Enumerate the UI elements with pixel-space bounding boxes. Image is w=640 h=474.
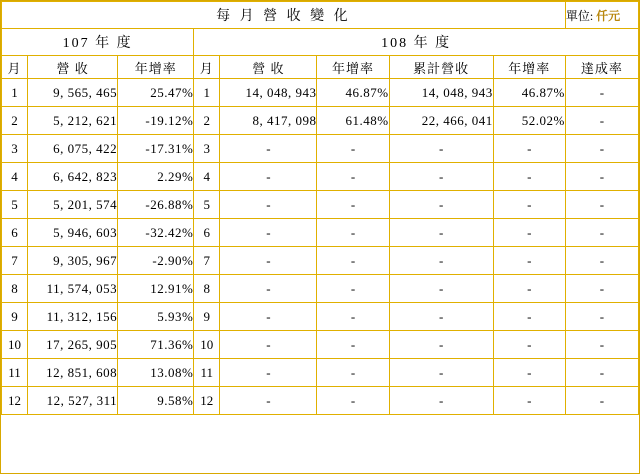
cell-revenue-107: 17, 265, 905 (28, 331, 118, 359)
year-header-row (2, 29, 639, 56)
cell-month-107: 5 (2, 191, 28, 219)
cell-month-107: 7 (2, 247, 28, 275)
cell-month-108: 2 (194, 107, 220, 135)
cell-month-107: 8 (2, 275, 28, 303)
cell-achieve-108: - (565, 387, 638, 415)
cell-revenue-108: - (220, 275, 317, 303)
cell-achieve-108: - (565, 303, 638, 331)
cell-revenue-107: 11, 574, 053 (28, 275, 118, 303)
table-row (2, 191, 639, 219)
unit-value: 仟元 (596, 8, 621, 23)
title-row (2, 2, 639, 29)
cell-cum-growth-108: - (493, 331, 565, 359)
cell-cum-growth-108: 46.87% (493, 79, 565, 107)
cell-growth-107: 13.08% (118, 359, 194, 387)
cell-month-108: 7 (194, 247, 220, 275)
table-row (2, 359, 639, 387)
cell-cum-growth-108: - (493, 275, 565, 303)
cell-revenue-107: 9, 305, 967 (28, 247, 118, 275)
cell-growth-107: 12.91% (118, 275, 194, 303)
cell-revenue-108: - (220, 359, 317, 387)
cell-cum-growth-108: - (493, 163, 565, 191)
cell-growth-107: -26.88% (118, 191, 194, 219)
cell-cum-growth-108: - (493, 219, 565, 247)
cell-revenue-108: - (220, 387, 317, 415)
cell-month-107: 3 (2, 135, 28, 163)
page-title: 每 月 營 收 變 化 (2, 2, 566, 29)
col-header-month-107: 月 (2, 56, 28, 79)
cell-growth-107: 71.36% (118, 331, 194, 359)
cell-revenue-107: 6, 642, 823 (28, 163, 118, 191)
year-header-107: 107 年 度 (2, 29, 194, 56)
cell-growth-107: 2.29% (118, 163, 194, 191)
cell-month-108: 11 (194, 359, 220, 387)
cell-cumulative-108: 14, 048, 943 (389, 79, 493, 107)
cell-achieve-108: - (565, 163, 638, 191)
cell-growth-108: - (317, 247, 389, 275)
cell-growth-108: - (317, 387, 389, 415)
table-row (2, 275, 639, 303)
cell-growth-107: -19.12% (118, 107, 194, 135)
table-row (2, 331, 639, 359)
cell-revenue-108: - (220, 331, 317, 359)
cell-growth-108: - (317, 135, 389, 163)
cell-cumulative-108: 22, 466, 041 (389, 107, 493, 135)
cell-cum-growth-108: - (493, 247, 565, 275)
col-header-growth-107: 年增率 (118, 56, 194, 79)
monthly-revenue-table (1, 1, 639, 415)
cell-month-107: 9 (2, 303, 28, 331)
cell-revenue-108: - (220, 163, 317, 191)
col-header-revenue-107: 營 收 (28, 56, 118, 79)
cell-month-108: 8 (194, 275, 220, 303)
cell-growth-108: - (317, 163, 389, 191)
cell-revenue-108: - (220, 191, 317, 219)
cell-cum-growth-108: - (493, 135, 565, 163)
cell-cumulative-108: - (389, 303, 493, 331)
cell-growth-108: 46.87% (317, 79, 389, 107)
cell-month-107: 6 (2, 219, 28, 247)
cell-cum-growth-108: - (493, 191, 565, 219)
cell-cumulative-108: - (389, 331, 493, 359)
cell-growth-108: - (317, 303, 389, 331)
cell-cumulative-108: - (389, 163, 493, 191)
cell-cum-growth-108: - (493, 303, 565, 331)
table-row (2, 135, 639, 163)
cell-growth-108: 61.48% (317, 107, 389, 135)
cell-revenue-107: 5, 212, 621 (28, 107, 118, 135)
cell-cumulative-108: - (389, 219, 493, 247)
cell-growth-108: - (317, 191, 389, 219)
cell-achieve-108: - (565, 107, 638, 135)
col-header-revenue-108: 營 收 (220, 56, 317, 79)
cell-cumulative-108: - (389, 135, 493, 163)
cell-growth-107: 9.58% (118, 387, 194, 415)
cell-month-108: 4 (194, 163, 220, 191)
year-header-108: 108 年 度 (194, 29, 639, 56)
cell-growth-107: -32.42% (118, 219, 194, 247)
cell-growth-108: - (317, 359, 389, 387)
table-row (2, 163, 639, 191)
cell-cumulative-108: - (389, 191, 493, 219)
cell-growth-108: - (317, 275, 389, 303)
cell-cum-growth-108: - (493, 359, 565, 387)
cell-revenue-108: - (220, 303, 317, 331)
cell-growth-107: -2.90% (118, 247, 194, 275)
cell-revenue-108: - (220, 219, 317, 247)
cell-month-108: 3 (194, 135, 220, 163)
cell-achieve-108: - (565, 331, 638, 359)
cell-cumulative-108: - (389, 359, 493, 387)
cell-month-108: 5 (194, 191, 220, 219)
cell-revenue-107: 9, 565, 465 (28, 79, 118, 107)
cell-month-107: 11 (2, 359, 28, 387)
cell-achieve-108: - (565, 135, 638, 163)
cell-growth-107: 5.93% (118, 303, 194, 331)
unit-note (565, 2, 638, 29)
cell-revenue-108: - (220, 135, 317, 163)
cell-revenue-108: 14, 048, 943 (220, 79, 317, 107)
cell-revenue-107: 6, 075, 422 (28, 135, 118, 163)
cell-month-107: 4 (2, 163, 28, 191)
cell-month-108: 12 (194, 387, 220, 415)
table-row (2, 79, 639, 107)
col-header-cum-growth: 年增率 (493, 56, 565, 79)
column-header-row (2, 56, 639, 79)
cell-revenue-107: 11, 312, 156 (28, 303, 118, 331)
table-row (2, 303, 639, 331)
cell-month-108: 10 (194, 331, 220, 359)
cell-achieve-108: - (565, 275, 638, 303)
table-row (2, 107, 639, 135)
cell-month-108: 6 (194, 219, 220, 247)
cell-growth-108: - (317, 331, 389, 359)
cell-revenue-107: 5, 201, 574 (28, 191, 118, 219)
cell-month-107: 2 (2, 107, 28, 135)
cell-achieve-108: - (565, 191, 638, 219)
cell-month-108: 1 (194, 79, 220, 107)
cell-month-107: 12 (2, 387, 28, 415)
cell-cum-growth-108: 52.02% (493, 107, 565, 135)
col-header-achieve: 達成率 (565, 56, 638, 79)
cell-growth-108: - (317, 219, 389, 247)
col-header-month-108: 月 (194, 56, 220, 79)
cell-cumulative-108: - (389, 387, 493, 415)
cell-revenue-107: 5, 946, 603 (28, 219, 118, 247)
cell-revenue-108: - (220, 247, 317, 275)
cell-cumulative-108: - (389, 247, 493, 275)
col-header-cumulative: 累計營收 (389, 56, 493, 79)
unit-label: 單位: (565, 8, 594, 23)
cell-achieve-108: - (565, 219, 638, 247)
cell-month-107: 1 (2, 79, 28, 107)
cell-cum-growth-108: - (493, 387, 565, 415)
col-header-growth-108: 年增率 (317, 56, 389, 79)
cell-revenue-107: 12, 851, 608 (28, 359, 118, 387)
cell-month-108: 9 (194, 303, 220, 331)
cell-achieve-108: - (565, 79, 638, 107)
cell-revenue-107: 12, 527, 311 (28, 387, 118, 415)
cell-month-107: 10 (2, 331, 28, 359)
cell-achieve-108: - (565, 359, 638, 387)
cell-growth-107: 25.47% (118, 79, 194, 107)
cell-cumulative-108: - (389, 275, 493, 303)
cell-revenue-108: 8, 417, 098 (220, 107, 317, 135)
table-row (2, 387, 639, 415)
table-row (2, 219, 639, 247)
cell-achieve-108: - (565, 247, 638, 275)
cell-growth-107: -17.31% (118, 135, 194, 163)
table-row (2, 247, 639, 275)
